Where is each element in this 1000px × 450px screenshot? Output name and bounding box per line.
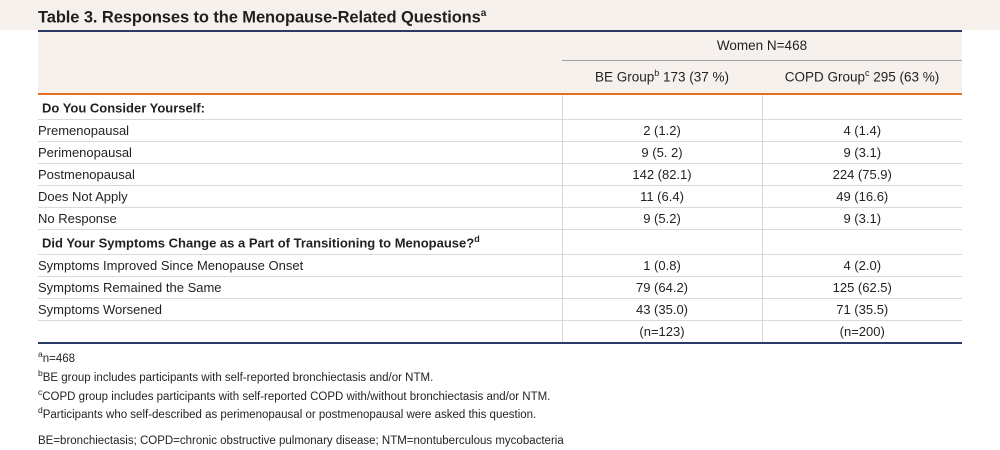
section-heading-row bbox=[38, 229, 962, 254]
footnote-a bbox=[38, 349, 962, 368]
section-heading-text: Did Your Symptoms Change as a Part of Transitioning to Menopause? bbox=[42, 235, 475, 251]
section-heading-row bbox=[38, 94, 962, 120]
page-title bbox=[38, 8, 1000, 27]
footnote-b-text: BE group includes participants with self-reported bronchiectasis and/or NTM. bbox=[42, 371, 434, 384]
row-copd-value: 4 (1.4) bbox=[762, 119, 962, 141]
row-be-value: 9 (5. 2) bbox=[562, 141, 762, 163]
table-row bbox=[38, 207, 962, 229]
row-be-value: 2 (1.2) bbox=[562, 119, 762, 141]
total-be-value: (n=123) bbox=[562, 321, 762, 344]
row-label: Does Not Apply bbox=[38, 185, 562, 207]
table-row bbox=[38, 277, 962, 299]
header-blank-cell bbox=[38, 31, 562, 61]
section-heading-blank-be bbox=[562, 229, 762, 254]
header-blank-cell-2 bbox=[38, 61, 562, 93]
header-copd-group bbox=[762, 61, 962, 93]
section-heading-blank-be bbox=[562, 94, 762, 120]
table-row bbox=[38, 119, 962, 141]
header-be-value: 173 (37 %) bbox=[659, 69, 730, 85]
header-be-label: BE Group bbox=[594, 69, 655, 85]
footnote-a-text: n=468 bbox=[42, 352, 76, 365]
row-be-value: 43 (35.0) bbox=[562, 299, 762, 321]
footnote-d-marker: d bbox=[38, 405, 43, 416]
table-row bbox=[38, 163, 962, 185]
table-row-totals bbox=[38, 321, 962, 344]
table-header-spanner-row bbox=[38, 31, 962, 61]
section-heading-superscript: d bbox=[474, 233, 480, 244]
table-row bbox=[38, 255, 962, 277]
header-copd-value: 295 (63 %) bbox=[869, 69, 940, 85]
table-row bbox=[38, 299, 962, 321]
total-row-label bbox=[38, 321, 562, 344]
section-heading-label bbox=[38, 229, 562, 254]
row-copd-value: 125 (62.5) bbox=[762, 277, 962, 299]
abbreviations-note: BE=bronchiectasis; COPD=chronic obstructive pulmonary disease; NTM=nontuberculous mycobacteria bbox=[38, 434, 564, 447]
footnote-b-marker: b bbox=[38, 367, 43, 378]
header-be-group bbox=[562, 61, 762, 93]
footnote-c-marker: c bbox=[38, 386, 43, 397]
title-text: Table 3. Responses to the Menopause-Related Questions bbox=[38, 8, 481, 27]
title-superscript: a bbox=[480, 8, 487, 19]
footnote-a-marker: a bbox=[38, 349, 43, 360]
section-heading-text: Do You Consider Yourself: bbox=[42, 99, 206, 115]
row-label: Premenopausal bbox=[38, 119, 562, 141]
footnote-b bbox=[38, 368, 962, 387]
row-be-value: 9 (5.2) bbox=[562, 207, 762, 229]
row-label: Symptoms Remained the Same bbox=[38, 277, 562, 299]
row-copd-value: 9 (3.1) bbox=[762, 141, 962, 163]
row-be-value: 142 (82.1) bbox=[562, 163, 762, 185]
section-heading-blank-copd bbox=[762, 94, 962, 120]
table-row bbox=[38, 141, 962, 163]
table-header-groups-row bbox=[38, 61, 962, 93]
header-copd-label: COPD Group bbox=[784, 69, 865, 85]
header-be-superscript: b bbox=[654, 68, 660, 78]
row-copd-value: 4 (2.0) bbox=[762, 255, 962, 277]
header-women-spanner: Women N=468 bbox=[562, 31, 962, 61]
section-heading-blank-copd bbox=[762, 229, 962, 254]
row-copd-value: 49 (16.6) bbox=[762, 185, 962, 207]
row-copd-value: 9 (3.1) bbox=[762, 207, 962, 229]
row-label: Symptoms Improved Since Menopause Onset bbox=[38, 255, 562, 277]
table-row bbox=[38, 185, 962, 207]
total-copd-value: (n=200) bbox=[762, 321, 962, 344]
row-be-value: 79 (64.2) bbox=[562, 277, 762, 299]
footnote-c-text: COPD group includes participants with self-reported COPD with/without bronchiectasis and/or NTM. bbox=[42, 390, 551, 403]
row-label: Perimenopausal bbox=[38, 141, 562, 163]
row-label: Postmenopausal bbox=[38, 163, 562, 185]
row-be-value: 11 (6.4) bbox=[562, 185, 762, 207]
row-label: No Response bbox=[38, 207, 562, 229]
section-heading-label bbox=[38, 94, 562, 120]
footnote-d bbox=[38, 405, 962, 424]
header-copd-superscript: c bbox=[864, 68, 870, 78]
row-copd-value: 224 (75.9) bbox=[762, 163, 962, 185]
footnote-spacer bbox=[38, 424, 962, 434]
footnote-c bbox=[38, 387, 962, 406]
footnotes bbox=[0, 344, 1000, 450]
footnote-d-text: Participants who self-described as perimenopausal or postmenopausal were asked this question. bbox=[42, 409, 537, 422]
row-label: Symptoms Worsened bbox=[38, 299, 562, 321]
title-band bbox=[0, 0, 1000, 30]
table-container bbox=[0, 30, 1000, 344]
menopause-responses-table bbox=[38, 30, 962, 344]
row-copd-value: 71 (35.5) bbox=[762, 299, 962, 321]
row-be-value: 1 (0.8) bbox=[562, 255, 762, 277]
